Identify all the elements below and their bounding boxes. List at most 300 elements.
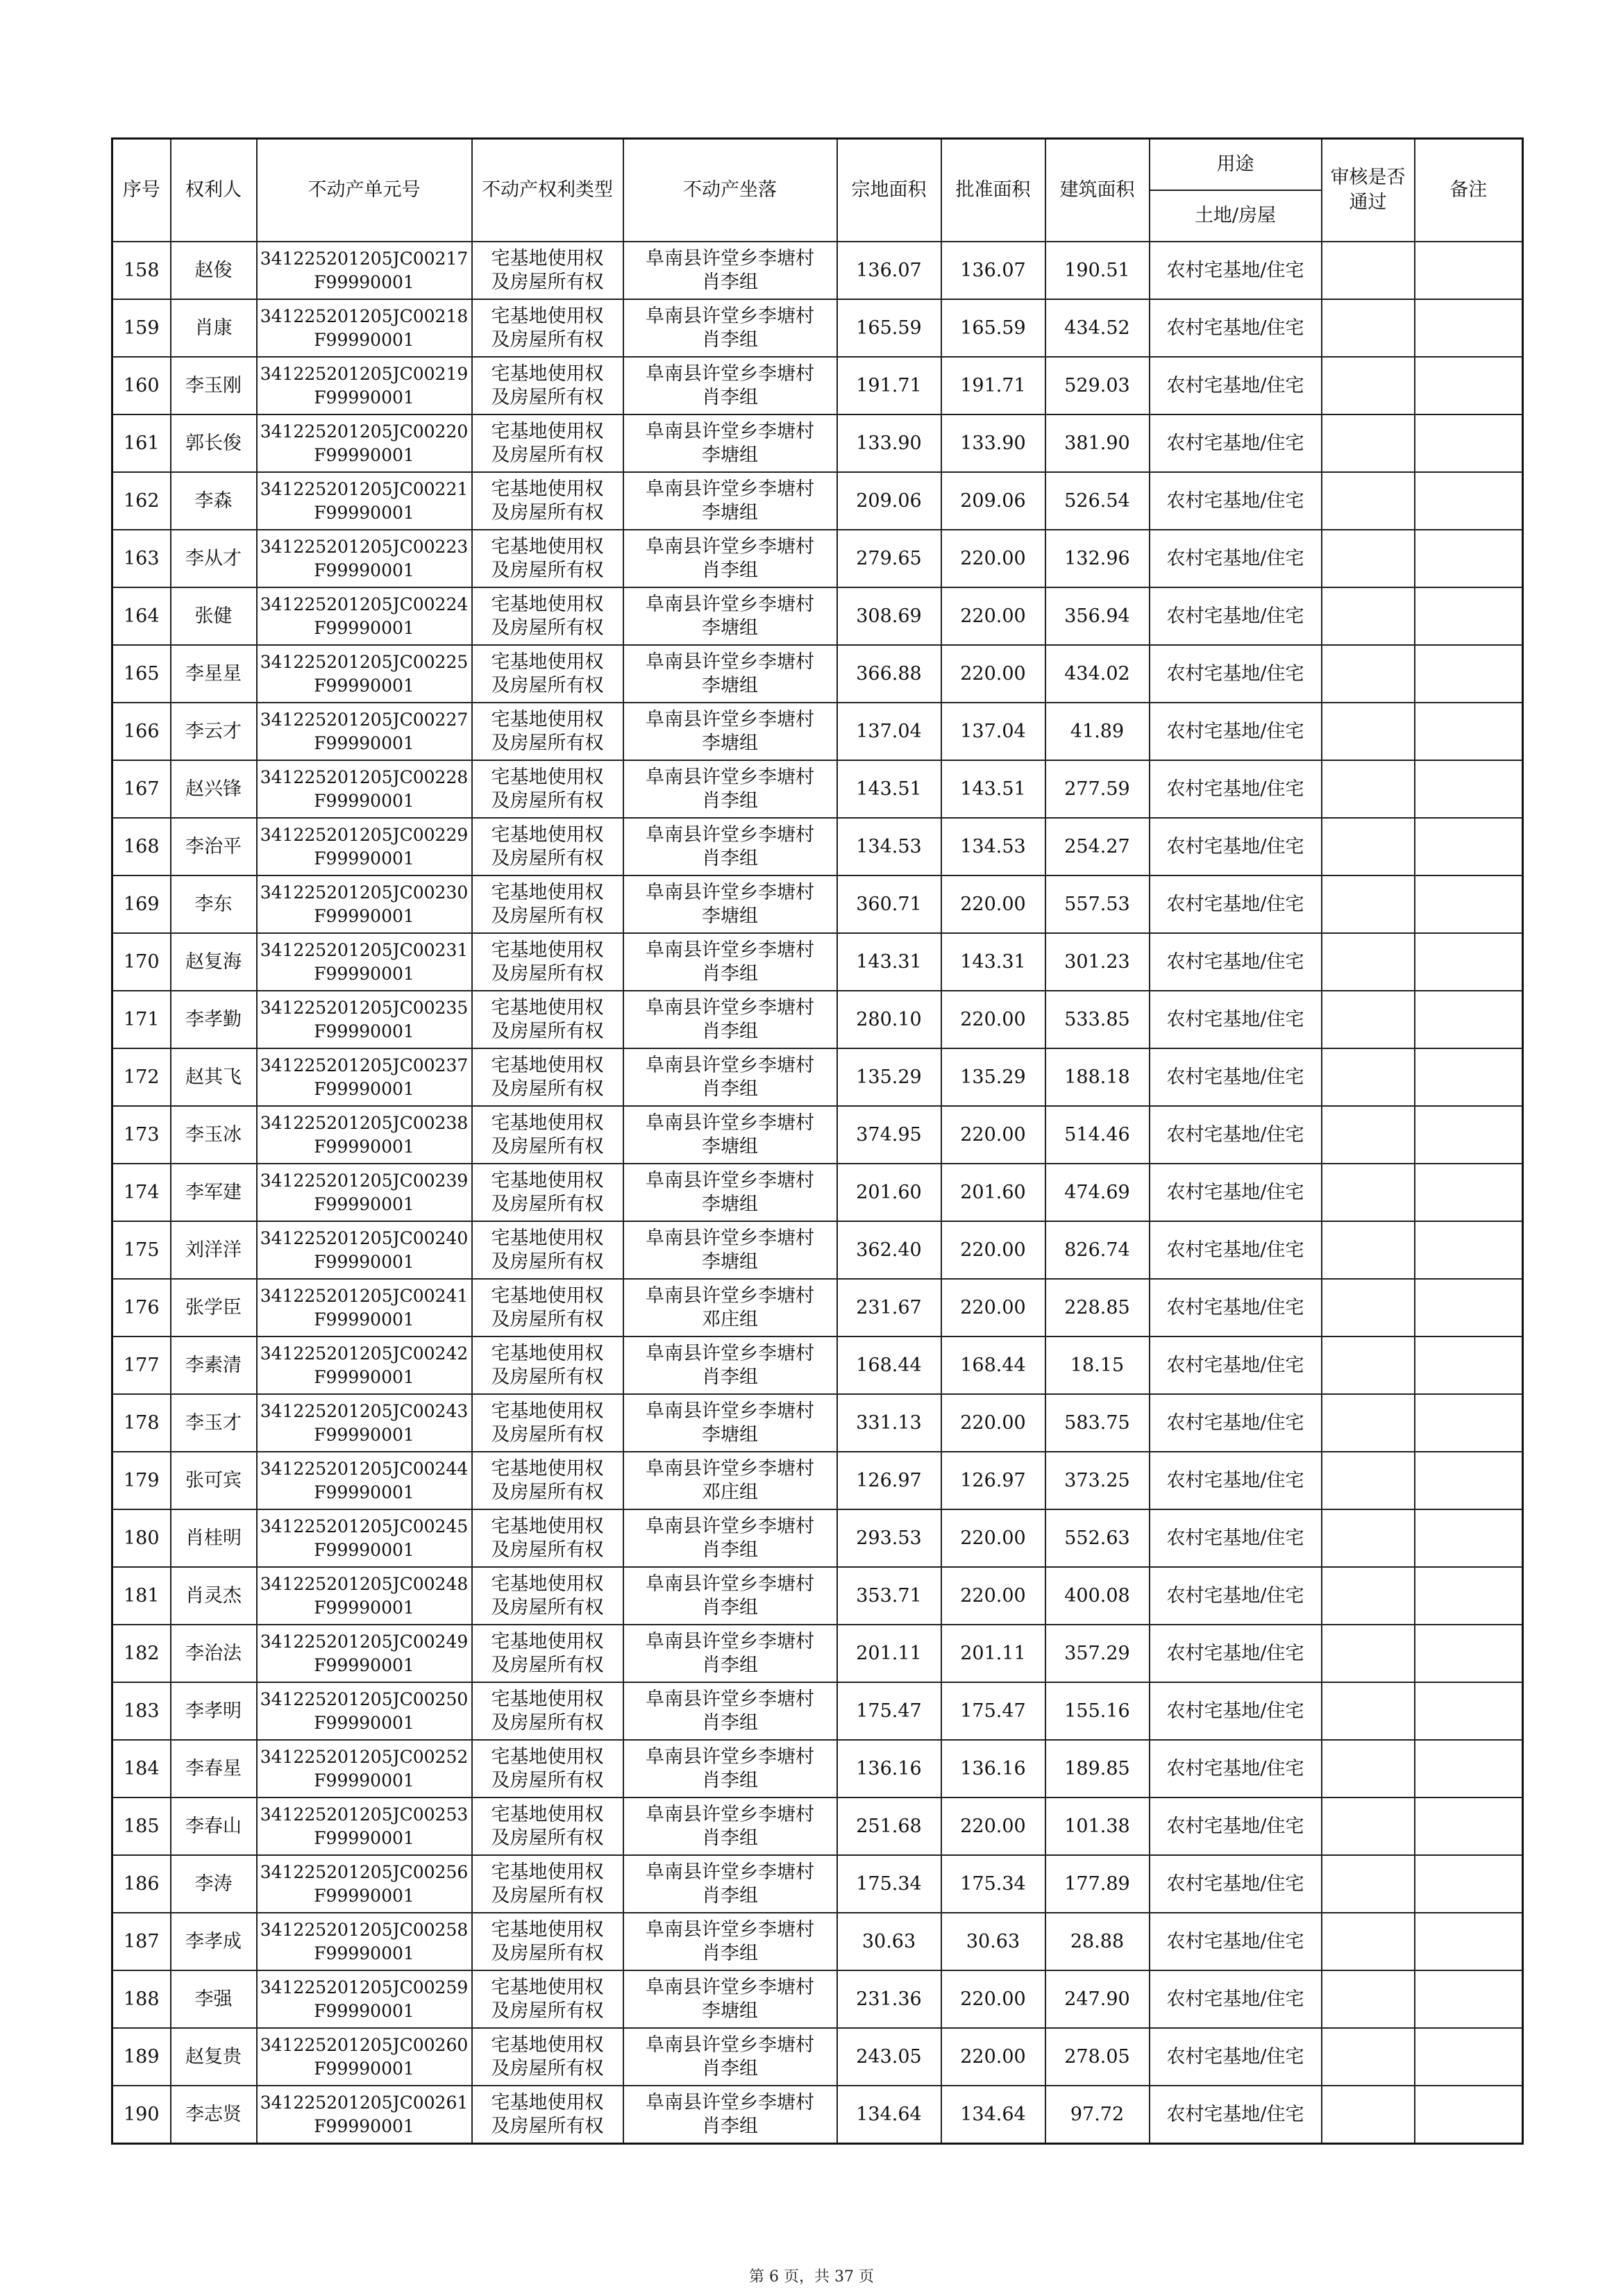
cell-approved-area-text: 220.00 <box>960 1527 1026 1549</box>
cell-usage-text: 农村宅基地/住宅 <box>1166 1123 1304 1146</box>
cell-audit <box>1322 1509 1415 1567</box>
cell-unit-no-text: F99990001 <box>314 1539 414 1560</box>
cell-seq <box>112 1509 171 1567</box>
cell-seq <box>112 1913 171 1970</box>
cell-right-type-text: 宅基地使用权 <box>491 1630 604 1652</box>
cell-approved-area <box>941 1740 1045 1798</box>
cell-location-text: 李塘组 <box>702 905 758 927</box>
cell-right-type-text: 及房屋所有权 <box>491 1366 604 1388</box>
cell-approved-area <box>941 1048 1045 1106</box>
cell-audit <box>1322 1740 1415 1798</box>
cell-right-type-text: 及房屋所有权 <box>491 1942 604 1964</box>
cell-building-area-text: 101.38 <box>1064 1815 1130 1837</box>
cell-approved-area <box>941 1336 1045 1394</box>
cell-unit-no-text: 341225201205JC00250 <box>260 1689 469 1709</box>
cell-unit-no-text: F99990001 <box>314 848 414 869</box>
cell-right-type-text: 宅基地使用权 <box>491 2034 604 2056</box>
cell-location-text: 肖李组 <box>702 1769 758 1791</box>
cell-approved-area <box>941 875 1045 933</box>
cell-right-type-text: 及房屋所有权 <box>491 1020 604 1042</box>
cell-seq-text: 184 <box>123 1757 160 1779</box>
cell-building-area <box>1045 1740 1150 1798</box>
cell-remark <box>1415 472 1523 530</box>
cell-building-area-text: 18.15 <box>1070 1354 1125 1376</box>
cell-parcel-area <box>837 1164 941 1221</box>
cell-location <box>623 1279 837 1336</box>
cell-building-area-text: 190.51 <box>1064 259 1130 281</box>
cell-usage-text: 农村宅基地/住宅 <box>1166 2103 1304 2125</box>
cell-seq-text: 177 <box>123 1354 160 1376</box>
cell-unit-no <box>257 357 472 414</box>
cell-building-area <box>1045 1452 1150 1509</box>
cell-usage-text: 农村宅基地/住宅 <box>1166 1354 1304 1376</box>
cell-parcel-area <box>837 875 941 933</box>
cell-unit-no <box>257 1682 472 1740</box>
cell-location-text: 阜南县许堂乡李塘村 <box>646 1745 814 1768</box>
cell-right-type <box>472 472 623 530</box>
cell-location-text: 阜南县许堂乡李塘村 <box>646 1688 814 1710</box>
cell-unit-no-text: F99990001 <box>314 1251 414 1272</box>
cell-location-text: 阜南县许堂乡李塘村 <box>646 1457 814 1480</box>
cell-building-area <box>1045 1048 1150 1106</box>
cell-unit-no-text: 341225201205JC00227 <box>260 709 469 730</box>
cell-right-type-text: 及房屋所有权 <box>491 1769 604 1791</box>
cell-audit <box>1322 1970 1415 2028</box>
table-header <box>112 139 1523 242</box>
cell-usage-text: 农村宅基地/住宅 <box>1166 1642 1304 1664</box>
cell-building-area-text: 381.90 <box>1064 432 1130 454</box>
cell-parcel-area <box>837 1682 941 1740</box>
cell-right-type-text: 及房屋所有权 <box>491 2057 604 2079</box>
cell-right-type <box>472 1970 623 2028</box>
cell-audit <box>1322 1452 1415 1509</box>
cell-owner <box>171 2028 257 2086</box>
cell-approved-area-text: 220.00 <box>960 1584 1026 1607</box>
cell-unit-no-text: F99990001 <box>314 502 414 523</box>
cell-parcel-area-text: 165.59 <box>856 317 922 339</box>
cell-owner <box>171 1625 257 1682</box>
cell-right-type-text: 宅基地使用权 <box>491 1112 604 1134</box>
cell-location-text: 阜南县许堂乡李塘村 <box>646 1284 814 1307</box>
cell-unit-no-text: F99990001 <box>314 905 414 926</box>
cell-location-text: 阜南县许堂乡李塘村 <box>646 420 814 442</box>
cell-building-area <box>1045 1509 1150 1567</box>
cell-approved-area <box>941 1682 1045 1740</box>
cell-building-area <box>1045 242 1150 299</box>
cell-unit-no-text: F99990001 <box>314 1712 414 1733</box>
cell-building-area-text: 177.89 <box>1064 1872 1130 1895</box>
cell-audit <box>1322 1279 1415 1336</box>
cell-location <box>623 991 837 1048</box>
cell-building-area <box>1045 818 1150 875</box>
cell-parcel-area-text: 134.64 <box>856 2103 922 2125</box>
cell-usage <box>1150 1164 1322 1221</box>
cell-right-type-text: 宅基地使用权 <box>491 1169 604 1191</box>
cell-audit <box>1322 1567 1415 1625</box>
cell-location-text: 阜南县许堂乡李塘村 <box>646 1515 814 1537</box>
cell-audit <box>1322 1336 1415 1394</box>
cell-location <box>623 1048 837 1106</box>
cell-parcel-area-text: 251.68 <box>856 1815 922 1837</box>
cell-right-type-text: 及房屋所有权 <box>491 1078 604 1100</box>
cell-seq-text: 180 <box>123 1527 160 1549</box>
table-row <box>112 1452 1523 1509</box>
cell-unit-no-text: 341225201205JC00261 <box>260 2092 469 2113</box>
cell-building-area-text: 474.69 <box>1064 1181 1130 1203</box>
cell-usage-text: 农村宅基地/住宅 <box>1166 1296 1304 1318</box>
table-row <box>112 242 1523 299</box>
cell-seq-text: 181 <box>123 1584 160 1607</box>
table-row <box>112 818 1523 875</box>
cell-seq-text: 168 <box>123 835 160 857</box>
cell-right-type-text: 宅基地使用权 <box>491 1573 604 1595</box>
cell-unit-no-text: F99990001 <box>314 560 414 580</box>
table-row <box>112 530 1523 587</box>
cell-right-type-text: 及房屋所有权 <box>491 617 604 639</box>
cell-unit-no-text: F99990001 <box>314 1078 414 1099</box>
cell-audit <box>1322 242 1415 299</box>
cell-remark <box>1415 703 1523 760</box>
cell-audit <box>1322 414 1415 472</box>
cell-location-text: 李塘组 <box>702 1193 758 1215</box>
cell-usage <box>1150 299 1322 357</box>
cell-unit-no-text: 341225201205JC00228 <box>260 766 469 787</box>
cell-seq <box>112 1279 171 1336</box>
cell-unit-no <box>257 1221 472 1279</box>
cell-right-type <box>472 1279 623 1336</box>
cell-unit-no-text: 341225201205JC00223 <box>260 536 469 557</box>
cell-parcel-area <box>837 242 941 299</box>
cell-unit-no-text: F99990001 <box>314 271 414 292</box>
cell-owner-text: 赵复贵 <box>185 2045 242 2068</box>
cell-location <box>623 2086 837 2144</box>
cell-right-type-text: 及房屋所有权 <box>491 501 604 523</box>
cell-owner <box>171 703 257 760</box>
cell-right-type-text: 及房屋所有权 <box>491 1423 604 1446</box>
cell-remark <box>1415 357 1523 414</box>
cell-unit-no <box>257 933 472 991</box>
cell-unit-no <box>257 1048 472 1106</box>
cell-approved-area <box>941 357 1045 414</box>
cell-usage <box>1150 2028 1322 2086</box>
cell-audit <box>1322 1394 1415 1452</box>
cell-remark <box>1415 1855 1523 1913</box>
cell-owner <box>171 587 257 645</box>
cell-usage <box>1150 933 1322 991</box>
cell-owner <box>171 1567 257 1625</box>
cell-owner <box>171 1740 257 1798</box>
cell-unit-no-text: 341225201205JC00218 <box>260 305 469 326</box>
cell-audit <box>1322 645 1415 703</box>
cell-location-text: 肖李组 <box>702 1596 758 1618</box>
cell-seq <box>112 1740 171 1798</box>
cell-usage <box>1150 1279 1322 1336</box>
cell-unit-no-text: F99990001 <box>314 2115 414 2136</box>
cell-building-area-text: 254.27 <box>1064 835 1130 857</box>
cell-approved-area <box>941 299 1045 357</box>
cell-usage-text: 农村宅基地/住宅 <box>1166 1930 1304 1952</box>
cell-right-type-text: 宅基地使用权 <box>491 478 604 500</box>
table-row <box>112 1913 1523 1970</box>
cell-right-type <box>472 760 623 818</box>
cell-approved-area-text: 220.00 <box>960 1239 1026 1261</box>
cell-location <box>623 414 837 472</box>
cell-usage-text: 农村宅基地/住宅 <box>1166 1008 1304 1030</box>
cell-audit <box>1322 1221 1415 1279</box>
cell-approved-area-text: 201.60 <box>960 1181 1026 1203</box>
cell-parcel-area <box>837 1625 941 1682</box>
cell-owner-text: 肖康 <box>194 317 233 339</box>
cell-parcel-area <box>837 1048 941 1106</box>
cell-right-type <box>472 1855 623 1913</box>
cell-usage-text: 农村宅基地/住宅 <box>1166 1181 1304 1203</box>
cell-usage-text: 农村宅基地/住宅 <box>1166 720 1304 742</box>
cell-parcel-area-text: 191.71 <box>856 374 922 396</box>
cell-seq-text: 188 <box>123 1988 160 2010</box>
cell-parcel-area <box>837 2028 941 2086</box>
cell-unit-no-text: F99990001 <box>314 387 414 408</box>
cell-approved-area-text: 220.00 <box>960 547 1026 569</box>
cell-right-type-text: 宅基地使用权 <box>491 1054 604 1076</box>
cell-right-type <box>472 1682 623 1740</box>
cell-usage <box>1150 875 1322 933</box>
cell-building-area-text: 526.54 <box>1064 489 1130 512</box>
cell-building-area-text: 247.90 <box>1064 1988 1130 2010</box>
cell-seq <box>112 242 171 299</box>
cell-right-type <box>472 645 623 703</box>
table-row <box>112 2028 1523 2086</box>
cell-remark <box>1415 991 1523 1048</box>
cell-usage-text: 农村宅基地/住宅 <box>1166 1872 1304 1895</box>
cell-usage <box>1150 242 1322 299</box>
col-parcel-area: 宗地面积 <box>837 139 941 242</box>
cell-unit-no <box>257 414 472 472</box>
cell-right-type-text: 及房屋所有权 <box>491 2000 604 2022</box>
cell-unit-no-text: F99990001 <box>314 732 414 753</box>
cell-owner <box>171 1913 257 1970</box>
cell-owner <box>171 414 257 472</box>
cell-owner-text: 李治法 <box>185 1642 242 1664</box>
cell-unit-no-text: 341225201205JC00224 <box>260 594 469 614</box>
cell-location <box>623 1913 837 1970</box>
table-row <box>112 1682 1523 1740</box>
cell-owner <box>171 357 257 414</box>
cell-owner-text: 肖桂明 <box>185 1527 242 1549</box>
cell-location-text: 阜南县许堂乡李塘村 <box>646 1630 814 1652</box>
cell-seq-text: 170 <box>123 950 160 973</box>
cell-right-type-text: 及房屋所有权 <box>491 674 604 696</box>
cell-parcel-area-text: 280.10 <box>856 1008 922 1030</box>
cell-unit-no-text: 341225201205JC00241 <box>260 1285 469 1306</box>
cell-right-type <box>472 991 623 1048</box>
cell-unit-no-text: 341225201205JC00253 <box>260 1804 469 1825</box>
cell-building-area-text: 189.85 <box>1064 1757 1130 1779</box>
table-row <box>112 1509 1523 1567</box>
cell-approved-area <box>941 1279 1045 1336</box>
cell-location-text: 阜南县许堂乡李塘村 <box>646 651 814 673</box>
cell-seq <box>112 1567 171 1625</box>
cell-parcel-area <box>837 2086 941 2144</box>
cell-approved-area-text: 143.31 <box>960 950 1026 973</box>
cell-owner <box>171 1106 257 1164</box>
cell-unit-no-text: 341225201205JC00244 <box>260 1458 469 1479</box>
col-building-area: 建筑面积 <box>1045 139 1150 242</box>
cell-right-type-text: 及房屋所有权 <box>491 789 604 812</box>
cell-usage <box>1150 1394 1322 1452</box>
cell-seq-text: 169 <box>123 893 160 915</box>
cell-unit-no <box>257 530 472 587</box>
cell-approved-area <box>941 530 1045 587</box>
cell-right-type-text: 及房屋所有权 <box>491 1884 604 1907</box>
cell-unit-no-text: F99990001 <box>314 329 414 350</box>
cell-location-text: 肖李组 <box>702 2057 758 2079</box>
cell-location-text: 阜南县许堂乡李塘村 <box>646 823 814 846</box>
cell-approved-area <box>941 1913 1045 1970</box>
cell-audit <box>1322 530 1415 587</box>
cell-unit-no-text: F99990001 <box>314 1193 414 1214</box>
cell-seq-text: 171 <box>123 1008 160 1030</box>
cell-right-type-text: 及房屋所有权 <box>491 1250 604 1273</box>
cell-building-area-text: 557.53 <box>1064 893 1130 915</box>
cell-parcel-area-text: 134.53 <box>856 835 922 857</box>
cell-parcel-area <box>837 1798 941 1855</box>
cell-approved-area-text: 136.16 <box>960 1757 1026 1779</box>
cell-owner-text: 李东 <box>194 893 233 915</box>
cell-parcel-area-text: 126.97 <box>856 1469 922 1491</box>
cell-approved-area <box>941 1106 1045 1164</box>
cell-remark <box>1415 1164 1523 1221</box>
cell-audit <box>1322 818 1415 875</box>
cell-building-area <box>1045 2086 1150 2144</box>
cell-location <box>623 1452 837 1509</box>
cell-right-type <box>472 1221 623 1279</box>
cell-location-text: 阜南县许堂乡李塘村 <box>646 1054 814 1076</box>
cell-seq <box>112 1970 171 2028</box>
cell-owner-text: 赵其飞 <box>185 1066 242 1088</box>
cell-audit <box>1322 587 1415 645</box>
cell-location-text: 阜南县许堂乡李塘村 <box>646 1112 814 1134</box>
cell-seq <box>112 1682 171 1740</box>
cell-remark <box>1415 760 1523 818</box>
cell-usage-text: 农村宅基地/住宅 <box>1166 1757 1304 1779</box>
cell-seq <box>112 1106 171 1164</box>
col-right-type: 不动产权利类型 <box>472 139 623 242</box>
cell-owner-text: 李军建 <box>185 1181 242 1203</box>
cell-seq <box>112 991 171 1048</box>
cell-building-area <box>1045 703 1150 760</box>
cell-seq <box>112 414 171 472</box>
cell-right-type-text: 宅基地使用权 <box>491 305 604 327</box>
cell-remark <box>1415 1221 1523 1279</box>
cell-location-text: 阜南县许堂乡李塘村 <box>646 593 814 615</box>
cell-right-type-text: 及房屋所有权 <box>491 905 604 927</box>
cell-parcel-area-text: 201.60 <box>856 1181 922 1203</box>
cell-building-area-text: 357.29 <box>1064 1642 1130 1664</box>
cell-building-area-text: 301.23 <box>1064 950 1130 973</box>
cell-owner-text: 李强 <box>194 1988 233 2010</box>
cell-building-area-text: 373.25 <box>1064 1469 1130 1491</box>
cell-building-area <box>1045 1336 1150 1394</box>
cell-location-text: 肖李组 <box>702 1078 758 1100</box>
cell-unit-no-text: 341225201205JC00239 <box>260 1170 469 1191</box>
cell-usage <box>1150 1855 1322 1913</box>
cell-owner-text: 李志贤 <box>185 2103 242 2125</box>
cell-seq-text: 182 <box>123 1642 160 1664</box>
cell-building-area <box>1045 1394 1150 1452</box>
cell-right-type <box>472 1164 623 1221</box>
cell-owner-text: 李孝成 <box>185 1930 242 1952</box>
cell-seq <box>112 2086 171 2144</box>
cell-owner <box>171 530 257 587</box>
cell-approved-area-text: 126.97 <box>960 1469 1026 1491</box>
cell-approved-area <box>941 1394 1045 1452</box>
cell-approved-area <box>941 242 1045 299</box>
cell-usage <box>1150 1509 1322 1567</box>
col-unit-no: 不动产单元号 <box>257 139 472 242</box>
cell-approved-area <box>941 1855 1045 1913</box>
cell-right-type-text: 及房屋所有权 <box>491 271 604 293</box>
cell-owner <box>171 1452 257 1509</box>
cell-approved-area-text: 165.59 <box>960 317 1026 339</box>
cell-seq-text: 174 <box>123 1181 160 1203</box>
cell-unit-no <box>257 991 472 1048</box>
cell-owner-text: 李素清 <box>185 1354 242 1376</box>
cell-seq <box>112 1625 171 1682</box>
cell-usage <box>1150 357 1322 414</box>
cell-unit-no-text: 341225201205JC00238 <box>260 1112 469 1133</box>
cell-location-text: 肖李组 <box>702 1827 758 1849</box>
cell-right-type <box>472 875 623 933</box>
table-row <box>112 1567 1523 1625</box>
cell-location-text: 肖李组 <box>702 789 758 812</box>
cell-right-type-text: 及房屋所有权 <box>491 1481 604 1503</box>
cell-parcel-area <box>837 645 941 703</box>
cell-approved-area <box>941 587 1045 645</box>
cell-seq-text: 175 <box>123 1239 160 1261</box>
cell-location-text: 肖李组 <box>702 1020 758 1042</box>
cell-usage <box>1150 1798 1322 1855</box>
cell-building-area <box>1045 1913 1150 1970</box>
cell-location <box>623 933 837 991</box>
cell-usage <box>1150 1567 1322 1625</box>
cell-remark <box>1415 645 1523 703</box>
cell-right-type-text: 及房屋所有权 <box>491 1193 604 1215</box>
table-row <box>112 645 1523 703</box>
cell-location <box>623 1798 837 1855</box>
cell-location-text: 肖李组 <box>702 847 758 869</box>
cell-parcel-area <box>837 991 941 1048</box>
cell-usage-text: 农村宅基地/住宅 <box>1166 489 1304 512</box>
cell-remark <box>1415 1567 1523 1625</box>
table-row <box>112 933 1523 991</box>
cell-owner <box>171 991 257 1048</box>
col-seq: 序号 <box>112 139 171 242</box>
cell-right-type <box>472 1913 623 1970</box>
cell-seq <box>112 818 171 875</box>
cell-owner-text: 张学臣 <box>185 1296 242 1318</box>
cell-right-type-text: 宅基地使用权 <box>491 766 604 788</box>
cell-location-text: 李塘组 <box>702 501 758 523</box>
cell-right-type-text: 宅基地使用权 <box>491 1918 604 1941</box>
cell-owner-text: 张健 <box>194 605 233 627</box>
cell-right-type <box>472 1798 623 1855</box>
cell-right-type-text: 宅基地使用权 <box>491 1457 604 1480</box>
cell-parcel-area-text: 293.53 <box>856 1527 922 1549</box>
cell-usage <box>1150 1913 1322 1970</box>
cell-parcel-area-text: 366.88 <box>856 662 922 685</box>
cell-audit <box>1322 299 1415 357</box>
cell-approved-area <box>941 472 1045 530</box>
